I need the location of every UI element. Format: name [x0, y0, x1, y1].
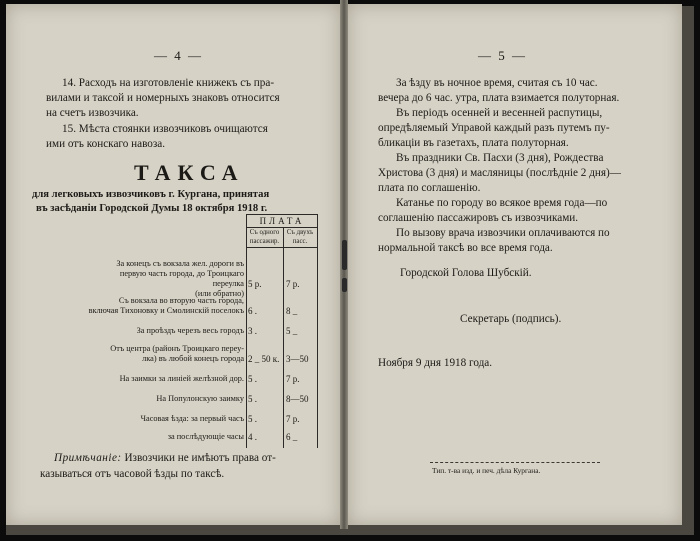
- page-number-left: — 4 —: [154, 48, 203, 63]
- table-divider: [283, 227, 284, 448]
- row-value-one-passenger: 5 .: [248, 394, 257, 404]
- row-desc: лка) въ любой конецъ города: [142, 354, 244, 363]
- col2-header-line-2: пасс.: [292, 238, 308, 245]
- col1-header-line-1: Съ одного: [249, 229, 280, 236]
- note-text: Извозчики не имѣютъ права от-: [121, 452, 276, 464]
- row-value-two-passengers: 8—50: [286, 394, 309, 404]
- col2-header-line-1: Съ двухъ: [286, 229, 314, 236]
- printer-rule: [430, 462, 600, 464]
- row-value-one-passenger: 6 .: [248, 306, 257, 316]
- secretary-signature-line: Секретарь (подпись).: [460, 313, 562, 325]
- table-header: ПЛАТА: [246, 214, 318, 228]
- row-value-one-passenger: 3 .: [248, 326, 257, 336]
- row-value-one-passenger: 5 .: [248, 374, 257, 384]
- text-line: бликаціи въ газетахъ, плата полуторная.: [378, 137, 569, 149]
- row-desc: за послѣдующіе часы: [167, 432, 244, 441]
- text-line: плата по соглашенію.: [378, 182, 481, 194]
- row-value-two-passengers: 5 _: [286, 326, 298, 336]
- paragraph-15-line-2: ими отъ конскаго навоза.: [46, 138, 166, 150]
- printer-imprint: Тип. т-ва изд. и печ. дѣла Кургана.: [432, 466, 541, 475]
- staple: [342, 240, 347, 270]
- text-line: За ѣзду въ ночное время, считая съ 10 час.: [396, 77, 598, 89]
- row-value-one-passenger: 4 .: [248, 432, 257, 442]
- row-value-two-passengers: 7 р.: [286, 374, 300, 384]
- row-value-two-passengers: 6 _: [286, 432, 298, 442]
- text-line: нормальной таксѣ во все время года.: [378, 242, 553, 254]
- row-desc: За конецъ съ вокзала жел. дороги въ: [116, 259, 244, 268]
- tariff-title: ТАКСА: [134, 160, 245, 185]
- note-line-1: [54, 451, 276, 466]
- row-desc: На Популонскую заимку: [156, 394, 244, 403]
- text-line: Въ періодъ осенней и весенней распутицы,: [396, 107, 603, 119]
- row-desc: За проѣздъ черезъ весь городъ: [136, 326, 244, 335]
- paragraph-14-line-3: на счетъ извозчика.: [46, 107, 139, 119]
- tariff-subtitle-line-2: въ засѣданіи Городской Думы 18 октября 1918 г.: [36, 203, 268, 214]
- row-value-one-passenger: 5 р.: [248, 279, 262, 289]
- row-desc: На заимки за линіей желѣзной дор.: [119, 374, 244, 383]
- text-line: вечера до 6 час. утра, плата взимается полуторная.: [378, 92, 620, 104]
- staple: [342, 278, 347, 292]
- paragraph-15-line-1: 15. Мѣста стоянки извозчиковъ очищаются: [62, 123, 268, 135]
- text-line: По вызову врача извозчики оплачиваются по: [396, 227, 610, 239]
- row-value-one-passenger: 5 .: [248, 414, 257, 424]
- text-line: Христова (3 дня) и масляницы (послѣдніе 2 дня)—: [378, 167, 621, 179]
- note-line-2: казываться отъ часовой ѣзды по таксѣ.: [40, 468, 225, 480]
- table-column-headers: [246, 227, 318, 248]
- row-value-two-passengers: 8 _: [286, 306, 298, 316]
- document-date: Ноября 9 дня 1918 года.: [378, 357, 493, 369]
- row-desc: первую часть города, до Троицкаго переулка: [119, 269, 244, 288]
- row-desc: включая Тихоновку и Смолинскій поселокъ: [88, 306, 244, 315]
- text-line: Катанье по городу во всякое время года—по: [396, 197, 608, 209]
- row-value-one-passenger: 2 _ 50 к.: [248, 354, 280, 364]
- paragraph-14-line-2: вилами и таксой и номерныхъ знаковъ относится: [46, 92, 280, 104]
- row-desc: Съ вокзала во вторую часть города,: [118, 296, 244, 305]
- col1-header-line-2: пассажир.: [249, 238, 280, 245]
- right-page: [348, 4, 682, 525]
- row-desc: Отъ центра (районъ Троицкаго переу-: [110, 344, 244, 353]
- row-value-two-passengers: 7 р.: [286, 414, 300, 424]
- row-value-two-passengers: 7 р.: [286, 279, 300, 289]
- text-line: опредѣляемый Управой каждый разъ путемъ пу-: [378, 122, 610, 134]
- row-value-two-passengers: 3—50: [286, 354, 309, 364]
- text-line: соглашенію пассажировъ съ извозчиками.: [378, 212, 579, 224]
- text-line: Въ праздники Св. Пасхи (3 дня), Рождества: [396, 152, 604, 164]
- row-desc: Часовая ѣзда: за первый часъ: [140, 414, 244, 423]
- tariff-subtitle-line-1: для легковыхъ извозчиковъ г. Кургана, принятая: [32, 189, 270, 200]
- note-label: Примѣчаніе:: [54, 452, 122, 464]
- mayor-signature-line: Городской Голова Шубскій.: [400, 267, 532, 279]
- row-desc: (или обратно): [195, 289, 244, 298]
- page-number-right: — 5 —: [478, 48, 527, 63]
- paragraph-14-line-1: 14. Расходъ на изготовленіе книжекъ съ пра-: [62, 77, 275, 89]
